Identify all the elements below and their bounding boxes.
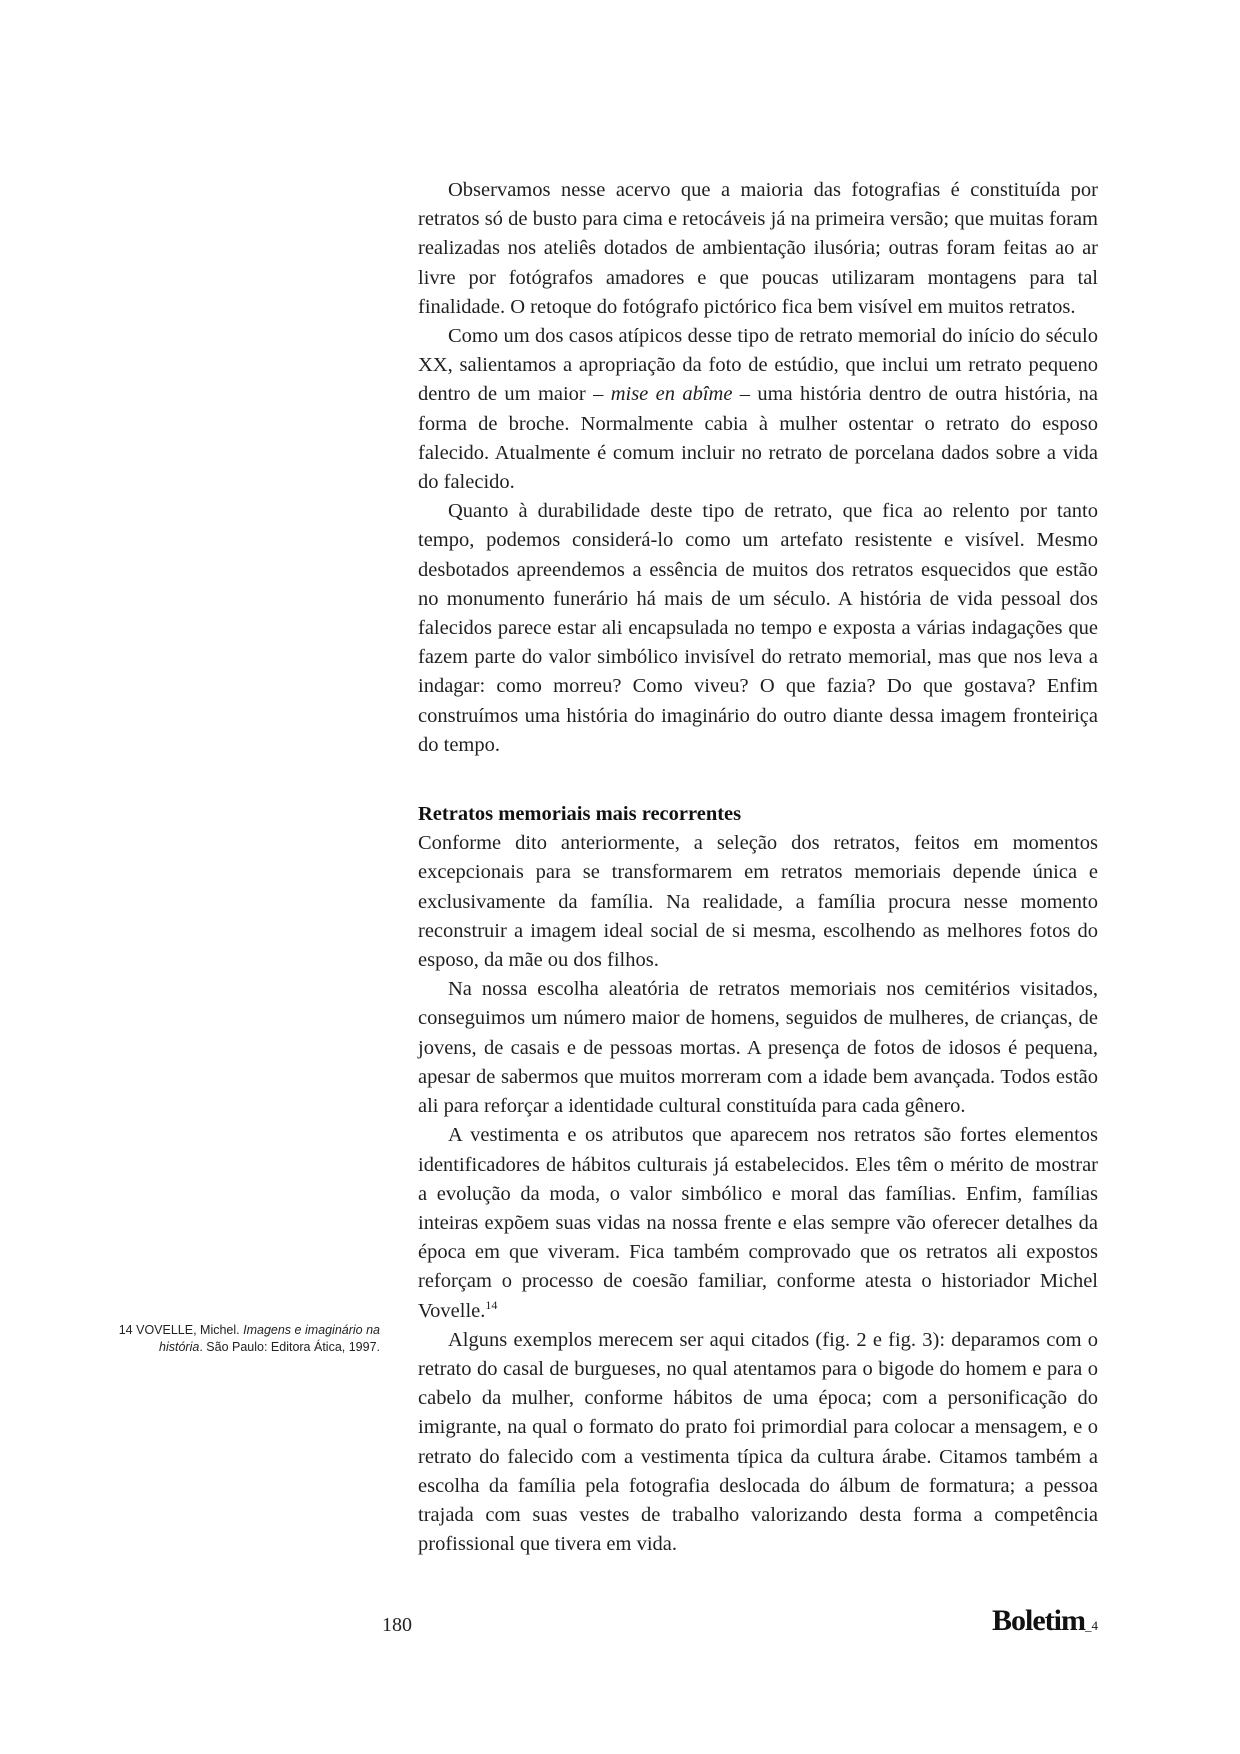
footnote-reference: 14 xyxy=(485,1297,498,1312)
paragraph-6 xyxy=(418,1121,1098,1325)
journal-logo xyxy=(992,1604,1098,1638)
journal-name: Boletim xyxy=(992,1604,1085,1637)
footnote-publication: . São Paulo: Editora Ática, 1997. xyxy=(199,1340,380,1354)
paragraph-2-italic: mise en abîme xyxy=(610,383,733,406)
paragraph-3: Quanto à durabilidade deste tipo de retrato, que fica ao relento por tanto tempo, podemos considerá-lo como um artefato resistente e visível. Mesmo desbotados apreendemos a essência de muitos dos retratos esquecidos que estão no monumento funerário há mais de um século. A história de vida pessoal dos falecidos parece estar ali encapsulada no tempo e exposta a várias indagações que fazem parte do valor simbólico invisível do retrato memorial, mas que nos leva a indagar: como morreu? Como viveu? O que fazia? Do que gostava? Enfim construímos uma história do imaginário do outro diante dessa imagem fronteiriça do tempo. xyxy=(418,500,1098,756)
section-heading: Retratos memoriais mais recorrentes xyxy=(418,803,742,826)
paragraph-2-part-b: – uma história dentro de outra história, na forma de broche. Normalmente cabia à mulher ostentar o retrato do esposo falecido. Atualmente é comum incluir no retrato de porcelana dados sobre a vida do falecido. xyxy=(418,383,1099,494)
paragraph-2 xyxy=(418,322,1098,497)
page-number: 180 xyxy=(382,1614,412,1636)
footnote-14 xyxy=(110,1322,380,1356)
paragraph-7: Alguns exemplos merecem ser aqui citados (fig. 2 e fig. 3): deparamos com o retrato do casal de burgueses, no qual atentamos para o bigode do homem e para o cabelo da mulher, conforme hábitos de uma época; com a personificação do imigrante, na qual o formato do prato foi primordial para colocar a mensagem, e o retrato do falecido com a vestimenta típica da cultura árabe. Citamos também a escolha da família pela fotografia deslocada do álbum de formatura; a pessoa trajada com suas vestes de trabalho valorizando desta forma a competência profissional que tivera em vida. xyxy=(418,1328,1098,1556)
footnote-title: Imagens e imaginário na história xyxy=(159,1323,380,1354)
main-text-column xyxy=(418,176,1098,1559)
paragraph-4: Conforme dito anteriormente, a seleção dos retratos, feitos em momentos excepcionais para se transformarem em retratos memoriais depende única e exclusivamente da família. Na realidade, a família procura nesse momento reconstruir a imagem ideal social de si mesma, escolhendo as melhores fotos do esposo, da mãe ou dos filhos. xyxy=(418,832,1098,972)
paragraph-2-part-a: Como um dos casos atípicos desse tipo de retrato memorial do início do século XX, salientamos a apropriação da foto de estúdio, que inclui um retrato pequeno dentro de um maior – xyxy=(418,325,1098,406)
paragraph-6-text: A vestimenta e os atributos que aparecem nos retratos são fortes elementos identificadores de hábitos culturais já estabelecidos. Eles têm o mérito de mostrar a evolução da moda, o valor simbólico e moral das famílias. Enfim, famílias inteiras expõem suas vidas na nossa frente e elas sempre vão oferecer detalhes da época em que viveram. Fica também comprovado que os retratos ali expostos reforçam o processo de coesão familiar, conforme atesta o historiador Michel Vovelle. xyxy=(418,1124,1098,1322)
paragraph-1: Observamos nesse acervo que a maioria das fotografias é constituída por retratos só de busto para cima e retocáveis já na primeira versão; que muitas foram realizadas nos ateliês dotados de ambientação ilusória; outras foram feitas ao ar livre por fotógrafos amadores e que poucas utilizaram montagens para tal finalidade. O retoque do fotógrafo pictórico fica bem visível em muitos retratos. xyxy=(418,179,1098,318)
journal-edition: _4 xyxy=(1085,1618,1098,1633)
paragraph-5: Na nossa escolha aleatória de retratos memoriais nos cemitérios visitados, conseguimos um número maior de homens, seguidos de mulheres, de crianças, de jovens, de casais e de pessoas mortas. A presença de fotos de idosos é pequena, apesar de sabermos que muitos morreram com a idade bem avançada. Todos estão ali para reforçar a identidade cultural constituída para cada gênero. xyxy=(418,978,1098,1118)
footnote-author: 14 VOVELLE, Michel. xyxy=(118,1323,244,1337)
